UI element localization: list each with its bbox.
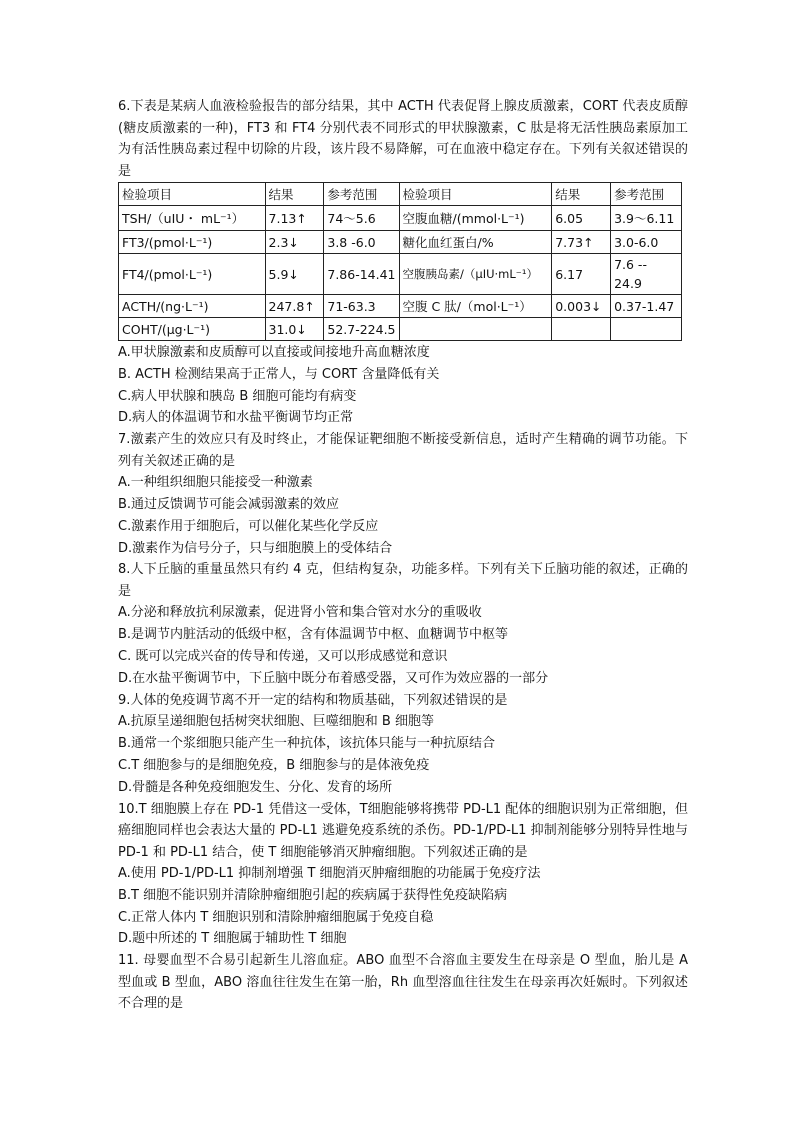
table-cell: 空腹 C 肽/（mol·L⁻¹） <box>399 295 552 318</box>
q6-option-c: C.病人甲状腺和胰岛 B 细胞可能均有病变 <box>118 388 357 404</box>
table-cell: 3.0-6.0 <box>611 231 682 254</box>
table-cell: 31.0↓ <box>265 318 324 341</box>
table-cell: 6.05 <box>552 206 611 231</box>
table-header-cell: 参考范围 <box>324 183 399 206</box>
q9-option-c: C.T 细胞参与的是细胞免疫，B 细胞参与的是体液免疫 <box>118 757 430 773</box>
q10-option-d: D.题中所述的 T 细胞属于辅助性 T 细胞 <box>118 931 347 947</box>
q8-stem: 8.人下丘脑的重量虽然只有约 4 克，但结构复杂，功能多样。下列有关下丘脑功能的叙述，正确的是 <box>118 562 688 599</box>
table-header-cell: 参考范围 <box>611 183 682 206</box>
table-cell: 空腹血糖/(mmol·L⁻¹) <box>399 206 552 231</box>
table-cell: 7.73↑ <box>552 231 611 254</box>
table-header-cell: 检验项目 <box>119 183 266 206</box>
table-cell: FT3/(pmol·L⁻¹) <box>119 231 266 254</box>
q7-option-a: A.一种组织细胞只能接受一种激素 <box>118 475 313 491</box>
table-cell: 0.37-1.47 <box>611 295 682 318</box>
table-header-cell: 检验项目 <box>399 183 552 206</box>
q9-option-b: B.通常一个浆细胞只能产生一种抗体，该抗体只能与一种抗原结合 <box>118 736 496 752</box>
q7-stem: 7.激素产生的效应只有及时终止，才能保证靶细胞不断接受新信息，适时产生精确的调节功能。下列有关叙述正确的是 <box>118 432 688 469</box>
q10-option-a: A.使用 PD-1/PD-L1 抑制剂增强 T 细胞消灭肿瘤细胞的功能属于免疫疗法 <box>118 866 541 882</box>
table-cell: 0.003↓ <box>552 295 611 318</box>
q7-option-d: D.激素作为信号分子，只与细胞膜上的受体结合 <box>118 540 393 556</box>
table-cell: 6.17 <box>552 254 611 295</box>
q8-option-a: A.分泌和释放抗利尿激素，促进肾小管和集合管对水分的重吸收 <box>118 605 482 621</box>
table-cell: 糖化血红蛋白/% <box>399 231 552 254</box>
table-row <box>119 318 682 341</box>
table-cell: 71-63.3 <box>324 295 399 318</box>
q6-option-d: D.病人的体温调节和水盐平衡调节均正常 <box>118 410 354 426</box>
table-row <box>119 231 682 254</box>
q9-option-a: A.抗原呈递细胞包括树突状细胞、巨噬细胞和 B 细胞等 <box>118 714 434 730</box>
table-cell: 52.7-224.5 <box>324 318 399 341</box>
table-cell: 7.6 -- 24.9 <box>611 254 682 295</box>
table-cell: 74～5.6 <box>324 206 399 231</box>
q11-stem: 11. 母婴血型不合易引起新生儿溶血症。ABO 血型不合溶血主要发生在母亲是 O 型血，胎儿是 A 型血或 B 型血，ABO 溶血往往发生在第一胎，Rh 血型溶血往往发生在母亲再次妊娠时。下列叙述不合理的是 <box>118 953 688 1012</box>
table-cell: 3.8 -6.0 <box>324 231 399 254</box>
table-cell: FT4/(pmol·L⁻¹) <box>119 254 266 295</box>
table-cell: 3.9～6.11 <box>611 206 682 231</box>
q8-option-b: B.是调节内脏活动的低级中枢，含有体温调节中枢、血糖调节中枢等 <box>118 627 509 643</box>
table-row <box>119 295 682 318</box>
table-header-cell: 结果 <box>552 183 611 206</box>
table-cell: 7.86-14.41 <box>324 254 399 295</box>
table-header-row <box>119 183 682 206</box>
table-cell: 空腹胰岛素/（μIU·mL⁻¹） <box>399 254 552 295</box>
q6-stem: 6.下表是某病人血液检验报告的部分结果，其中 ACTH 代表促肾上腺皮质激素，CORT 代表皮质醇(糖皮质激素的一种)，FT3 和 FT4 分别代表不同形式的甲状腺激素，C 肽是将无活性胰岛素原加工为有活性胰岛素过程中切除的片段，该片段不易降解，可在血液中稳定存在。下列有关叙述错误的是 <box>118 99 688 179</box>
table-cell: 7.13↑ <box>265 206 324 231</box>
table-cell: COHT/(μg·L⁻¹) <box>119 318 266 341</box>
exam-page <box>118 96 688 1015</box>
table-cell <box>611 318 682 341</box>
q8-option-d: D.在水盐平衡调节中，下丘脑中既分布着感受器，又可作为效应器的一部分 <box>118 670 549 686</box>
q7-option-c: C.激素作用于细胞后，可以催化某些化学反应 <box>118 518 379 534</box>
table-cell <box>399 318 552 341</box>
q6-option-a: A.甲状腺激素和皮质醇可以直接或间接地升高血糖浓度 <box>118 345 430 360</box>
table-cell: 5.9↓ <box>265 254 324 295</box>
q8-option-c: C. 既可以完成兴奋的传导和传递，又可以形成感觉和意识 <box>118 648 448 664</box>
table-cell: TSH/（uIU・ mL⁻¹） <box>119 206 266 231</box>
table-cell: 2.3↓ <box>265 231 324 254</box>
q10-option-c: C.正常人体内 T 细胞识别和清除肿瘤细胞属于免疫自稳 <box>118 909 434 925</box>
table-header-cell: 结果 <box>265 183 324 206</box>
q9-stem: 9.人体的免疫调节离不开一定的结构和物质基础，下列叙述错误的是 <box>118 692 508 708</box>
table-cell: ACTH/(ng·L⁻¹) <box>119 295 266 318</box>
q10-stem: 10.T 细胞膜上存在 PD-1 凭借这一受体，T细胞能够将携带 PD-L1 配体的细胞识别为正常细胞，但癌细胞同样也会表达大量的 PD-L1 逃避免疫系统的杀伤。PD-1/PD-L1 抑制剂能够分别特异性地与 PD-1 和 PD-L1 结合，使 T 细胞能够消灭肿瘤细胞。下列叙述正确的是 <box>118 801 688 860</box>
table-row <box>119 254 682 295</box>
table-cell: 247.8↑ <box>265 295 324 318</box>
q7-option-b: B.通过反馈调节可能会减弱激素的效应 <box>118 496 340 512</box>
blood-test-table <box>118 182 682 341</box>
table-cell <box>552 318 611 341</box>
q10-option-b: B.T 细胞不能识别并清除肿瘤细胞引起的疾病属于获得性免疫缺陷病 <box>118 887 508 903</box>
table-row <box>119 206 682 231</box>
q6-option-b: B. ACTH 检测结果高于正常人，与 CORT 含量降低有关 <box>118 366 440 382</box>
q9-option-d: D.骨髓是各种免疫细胞发生、分化、发育的场所 <box>118 779 393 795</box>
